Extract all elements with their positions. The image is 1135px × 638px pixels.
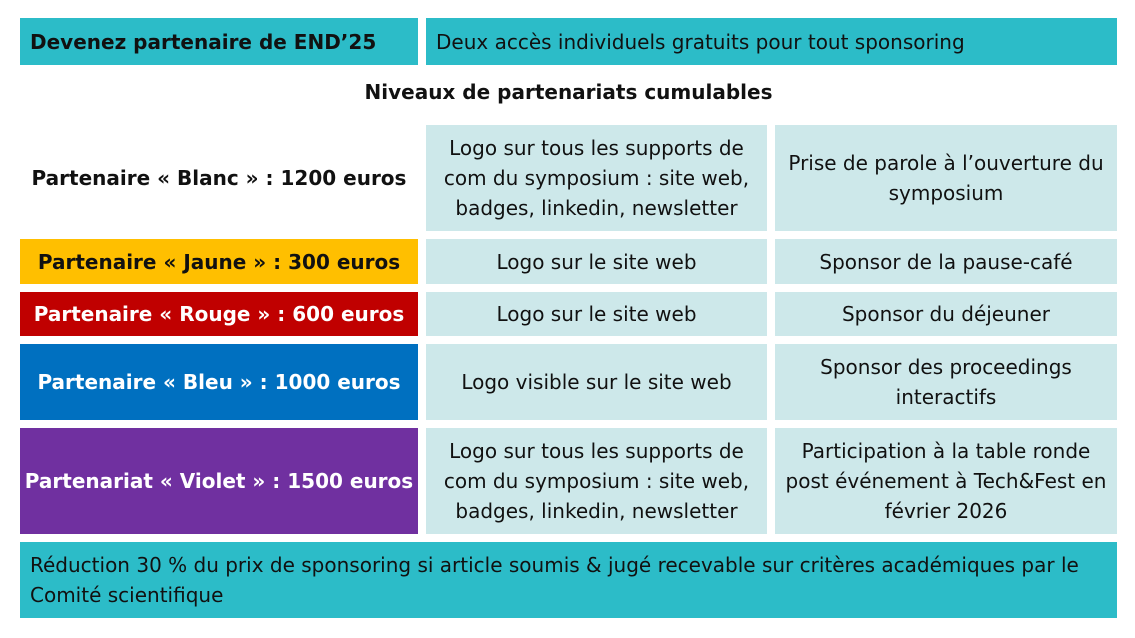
tier-benefit-rouge-1: Logo sur le site web <box>426 292 767 336</box>
tier-benefit-blanc-1: Logo sur tous les supports de com du symposium : site web, badges, linkedin, newsletter <box>426 125 767 231</box>
tier-label-blanc: Partenaire « Blanc » : 1200 euros <box>20 125 418 231</box>
tier-benefit-jaune-2: Sponsor de la pause-café <box>775 239 1117 284</box>
tier-label-violet: Partenariat « Violet » : 1500 euros <box>20 428 418 534</box>
tier-label-rouge: Partenaire « Rouge » : 600 euros <box>20 292 418 336</box>
tier-benefit-blanc-2: Prise de parole à l’ouverture du symposium <box>775 125 1117 231</box>
tier-label-bleu: Partenaire « Bleu » : 1000 euros <box>20 344 418 420</box>
tier-benefit-rouge-2: Sponsor du déjeuner <box>775 292 1117 336</box>
tier-benefit-bleu-1: Logo visible sur le site web <box>426 344 767 420</box>
tier-benefit-violet-1: Logo sur tous les supports de com du symposium : site web, badges, linkedin, newsletter <box>426 428 767 534</box>
header-note: Deux accès individuels gratuits pour tout sponsoring <box>426 18 1117 65</box>
tier-benefit-violet-2: Participation à la table ronde post événement à Tech&Fest en février 2026 <box>775 428 1117 534</box>
section-subtitle: Niveaux de partenariats cumulables <box>364 80 773 104</box>
header-title: Devenez partenaire de END’25 <box>20 18 418 65</box>
tier-label-jaune: Partenaire « Jaune » : 300 euros <box>20 239 418 284</box>
footer-note: Réduction 30 % du prix de sponsoring si article soumis & jugé recevable sur critères académiques par le Comité scientifique <box>20 542 1117 618</box>
tier-benefit-bleu-2: Sponsor des proceedings interactifs <box>775 344 1117 420</box>
tier-benefit-jaune-1: Logo sur le site web <box>426 239 767 284</box>
